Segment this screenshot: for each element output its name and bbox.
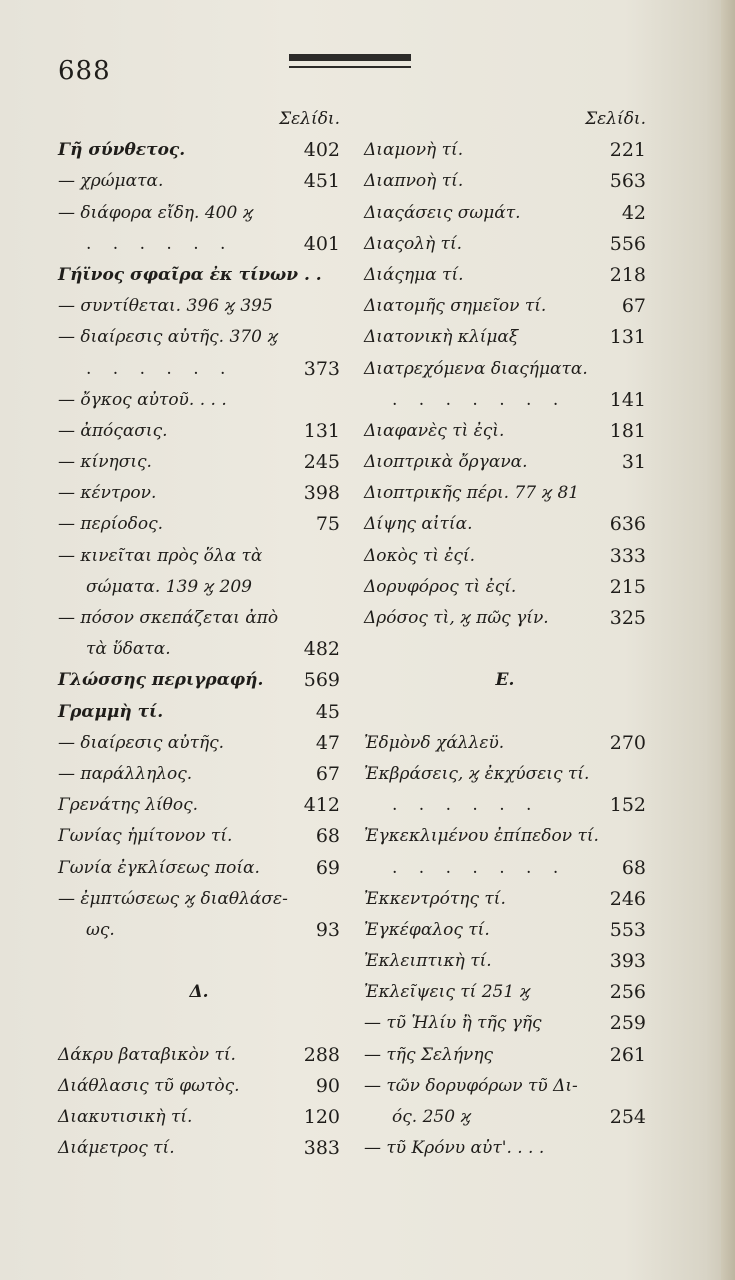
entry-text: — διαίρεσις αὐτῆς. (58, 732, 225, 753)
entry-text: Διατονικὴ κλίμαξ (364, 327, 519, 348)
index-entry (364, 354, 646, 385)
entry-text: σώματα. 139 ϗ 209 (86, 576, 252, 597)
index-entry (58, 884, 340, 915)
entry-text: Ἐκβράσεις, ϗ ἐκχύσεις τί. (364, 763, 590, 784)
header-rule-thin (289, 66, 411, 68)
entry-text: Διαμονὴ τί. (364, 140, 464, 161)
entry-page-number: 451 (303, 170, 340, 193)
index-entry (364, 260, 646, 291)
entry-page-number: 288 (303, 1043, 340, 1066)
entry-text: — κινεῖται πρὸς ὅλα τὰ (58, 545, 263, 566)
entry-text: . . . . . . . (392, 389, 567, 410)
entry-text: Ἐγκέφαλος τί. (364, 919, 490, 940)
entry-text: ός. 250 ϗ (392, 1107, 472, 1127)
entry-page-number: 482 (303, 638, 340, 661)
index-entry (364, 634, 646, 665)
entry-page-number: 383 (303, 1137, 340, 1160)
entry-page-number: 45 (315, 700, 340, 723)
entry-page-number: 120 (303, 1106, 340, 1128)
index-entry (364, 946, 646, 977)
index-entry (364, 977, 646, 1008)
entry-text: — κίνησις. (58, 452, 152, 473)
entry-text: . . . . . . (86, 233, 234, 254)
entry-text: Διαςάσεις σωμάτ. (364, 202, 521, 223)
index-column-left (58, 104, 340, 1164)
index-entry (364, 603, 646, 634)
entry-page-number: 636 (609, 513, 646, 536)
entry-text: Δ. (189, 982, 209, 1003)
entry-text: Διάμετρος τί. (58, 1138, 175, 1159)
index-entry (58, 853, 340, 884)
index-entry (58, 915, 340, 946)
entry-text: — διαίρεσις αὐτῆς. 370 ϗ (58, 327, 278, 348)
index-entry (58, 1133, 340, 1164)
entry-page-number: 93 (315, 918, 340, 941)
entry-text: Γῆ σύνθετος. (58, 140, 186, 161)
entry-text: Δίψης αἰτία. (364, 514, 473, 535)
entry-page-number: 373 (303, 357, 340, 380)
entry-page-number: 218 (609, 263, 646, 286)
entry-text: . . . . . . (392, 795, 540, 816)
entry-page-number: 215 (609, 575, 646, 598)
index-entry (58, 478, 340, 509)
entry-text: Δρόσος τὶ, ϗ πῶς γίν. (364, 608, 549, 628)
entry-text: Δάκρυ βαταβικὸν τί. (58, 1044, 236, 1065)
index-entry (364, 821, 646, 852)
entry-text: Γρενάτης λίθος. (58, 795, 199, 816)
entry-text: Διατομῆς σημεῖον τί. (364, 296, 547, 317)
index-entry (364, 1008, 646, 1039)
entry-page-number: 563 (609, 170, 646, 193)
index-entry (364, 135, 646, 166)
entry-text: — περίοδος. (58, 514, 163, 535)
index-entry (364, 447, 646, 478)
index-entry (364, 1040, 646, 1071)
entry-page-number: 398 (303, 482, 340, 505)
entry-page-number: 393 (609, 950, 646, 973)
index-entry (364, 915, 646, 946)
index-entry (58, 665, 340, 696)
entry-page-number: 254 (609, 1106, 646, 1128)
index-entry (364, 759, 646, 790)
index-entry (58, 1102, 340, 1133)
column-header (364, 104, 646, 135)
entry-page-number: 270 (609, 731, 646, 754)
index-entry (58, 385, 340, 416)
entry-text: Γήϊνος σφαῖρα ἐκ τίνων . . (58, 264, 322, 285)
index-entry (58, 759, 340, 790)
index-entry (58, 166, 340, 197)
entry-page-number: 325 (609, 607, 646, 629)
entry-page-number: 401 (303, 232, 340, 255)
entry-page-number: 68 (315, 825, 340, 848)
index-entry (364, 198, 646, 229)
entry-page-number: 553 (609, 918, 646, 941)
entry-text: . . . . . . . (392, 857, 567, 878)
index-entry (364, 728, 646, 759)
entry-page-number: 333 (609, 544, 646, 567)
page-gutter-shadow (721, 0, 735, 1280)
entry-text: Διατρεχόμενα διαςήματα. (364, 358, 588, 379)
entry-text: — παράλληλος. (58, 763, 193, 784)
entry-text: Διοπτρικὰ ὄργανα. (364, 452, 528, 473)
entry-page-number: 221 (609, 139, 646, 162)
index-entry (58, 1008, 340, 1039)
entry-text: — χρώματα. (58, 171, 164, 192)
index-entry (58, 135, 340, 166)
entry-page-number: 259 (609, 1012, 646, 1035)
index-entry (58, 697, 340, 728)
entry-text: — πόσον σκεπάζεται ἀπὸ (58, 608, 279, 628)
entry-text: — τῶν δορυφόρων τῦ Δι- (364, 1075, 578, 1096)
entry-text: Ἐγκεκλιμένου ἐπίπεδον τί. (364, 826, 599, 847)
entry-page-number: 245 (303, 451, 340, 474)
entry-page-number: 181 (609, 419, 646, 442)
entry-text: Σελίδι. (585, 109, 646, 129)
entry-page-number: 42 (621, 201, 646, 224)
index-entry (364, 229, 646, 260)
entry-text: Διαφανὲς τὶ ἐςὶ. (364, 420, 505, 441)
entry-text: . . . . . . (86, 358, 234, 379)
entry-text: Γωνία ἐγκλίσεως ποία. (58, 857, 260, 878)
entry-page-number: 412 (303, 794, 340, 817)
index-entry (364, 1102, 646, 1133)
entry-page-number: 402 (303, 139, 340, 162)
index-entry (364, 166, 646, 197)
entry-text: Δοκὸς τὶ ἐςί. (364, 545, 476, 566)
entry-text: Ἐκκεντρότης τί. (364, 888, 506, 909)
entry-page-number: 90 (315, 1074, 340, 1097)
entry-page-number: 69 (315, 856, 340, 879)
index-entry (364, 291, 646, 322)
entry-page-number: 75 (315, 513, 340, 536)
index-entry (364, 790, 646, 821)
index-entry (58, 447, 340, 478)
index-entry (58, 291, 340, 322)
entry-text: — ἐμπτώσεως ϗ διαθλάσε- (58, 888, 288, 909)
entry-page-number: 131 (303, 419, 340, 442)
entry-page-number: 556 (609, 232, 646, 255)
entry-text: Δορυφόρος τὶ ἐςί. (364, 576, 517, 597)
entry-page-number: 31 (621, 451, 646, 474)
index-entry (58, 260, 340, 291)
entry-text: Γωνίας ἡμίτονον τί. (58, 826, 233, 847)
entry-text: Διάςημα τί. (364, 264, 464, 285)
index-entry (58, 821, 340, 852)
entry-page-number: 131 (609, 326, 646, 349)
entry-text: Διάθλασις τῦ φωτὸς. (58, 1075, 240, 1096)
entry-text: Ἐκλεῖψεις τί 251 ϗ (364, 982, 531, 1003)
entry-page-number: 569 (303, 669, 340, 692)
entry-text: — κέντρον. (58, 483, 157, 504)
index-entry (58, 541, 340, 572)
entry-page-number: 152 (609, 794, 646, 817)
index-entry (58, 354, 340, 385)
entry-page-number: 67 (315, 762, 340, 785)
index-entry (58, 603, 340, 634)
entry-text: ως. (86, 919, 115, 940)
index-entry (364, 416, 646, 447)
index-entry (58, 229, 340, 260)
index-entry (364, 1133, 646, 1164)
header-rule (289, 54, 411, 61)
index-entry (58, 198, 340, 229)
page-number: 688 (58, 56, 111, 86)
entry-page-number: 141 (609, 388, 646, 411)
entry-text: Διαπνοὴ τί. (364, 171, 464, 192)
entry-text: Ἐκλειπτικὴ τί. (364, 951, 492, 972)
index-entry (364, 884, 646, 915)
index-entry (364, 853, 646, 884)
index-entry (58, 728, 340, 759)
index-entry (364, 509, 646, 540)
index-entry (58, 322, 340, 353)
index-entry (364, 541, 646, 572)
entry-text: — τῦ Κρόνυ αὐτ'. . . . (364, 1138, 545, 1159)
entry-text: τὰ ὕδατα. (86, 639, 171, 660)
index-entry (58, 416, 340, 447)
entry-text: — ὄγκος αὐτοῦ. . . . (58, 389, 227, 410)
entry-text: Ε. (495, 670, 515, 691)
entry-text: — τῦ Ἡλίυ ἢ τῆς γῆς (364, 1013, 542, 1034)
index-entry (364, 385, 646, 416)
index-entry (364, 572, 646, 603)
section-letter (364, 665, 646, 696)
entry-text: Διοπτρικῆς πέρι. 77 ϗ 81 (364, 483, 580, 504)
index-entry (58, 1040, 340, 1071)
index-entry (58, 634, 340, 665)
entry-page-number: 256 (609, 981, 646, 1004)
index-entry (364, 697, 646, 728)
entry-text: — ἀπόςασις. (58, 420, 168, 441)
index-entry (364, 478, 646, 509)
entry-text: Ἐδμὸνδ χάλλεϋ. (364, 732, 505, 753)
entry-text: Διαςολὴ τί. (364, 233, 463, 254)
entry-text: — συντίθεται. 396 ϗ 395 (58, 296, 273, 317)
index-entry (58, 572, 340, 603)
index-entry (58, 790, 340, 821)
entry-text: — διάφορα εἴδη. 400 ϗ (58, 202, 254, 223)
entry-page-number: 246 (609, 887, 646, 910)
index-entry (364, 322, 646, 353)
entry-page-number: 47 (315, 731, 340, 754)
entry-text: — τῆς Σελήνης (364, 1044, 494, 1065)
index-entry (364, 1071, 646, 1102)
entry-page-number: 67 (621, 295, 646, 318)
index-entry (58, 509, 340, 540)
column-header (58, 104, 340, 135)
section-letter (58, 977, 340, 1008)
entry-text: Διακυτισικὴ τί. (58, 1107, 193, 1127)
index-column-right (364, 104, 646, 1164)
entry-page-number: 261 (609, 1043, 646, 1066)
entry-text: Σελίδι. (279, 109, 340, 129)
entry-text: Γλώσσης περιγραφή. (58, 670, 264, 691)
entry-page-number: 68 (621, 856, 646, 879)
index-entry (58, 1071, 340, 1102)
index-entry (58, 946, 340, 977)
entry-text: Γραμμὴ τί. (58, 701, 164, 722)
